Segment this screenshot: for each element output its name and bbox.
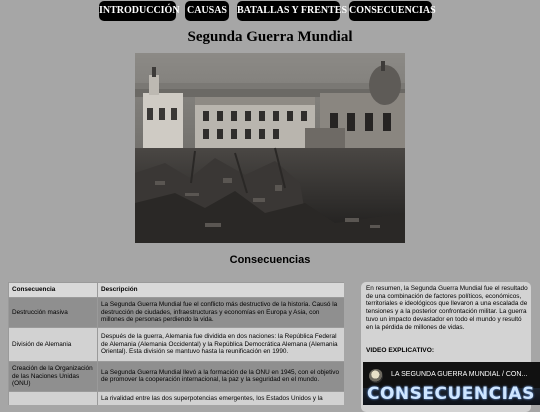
ruins-image: [135, 53, 405, 243]
table-header-row: [9, 283, 345, 298]
consequence-name: [9, 391, 98, 405]
consequence-description: La rivalidad entre las dos superpotencias emergentes, los Estados Unidos y la: [98, 391, 345, 405]
consequences-table: [8, 282, 344, 405]
nav-consecuencias[interactable]: CONSECUENCIAS: [349, 1, 432, 21]
consequence-name: División de Alemania: [9, 328, 98, 362]
war-ruins-photo: [135, 53, 405, 243]
table-row: [9, 362, 345, 392]
consequence-description: La Segunda Guerra Mundial fue el conflicto más destructivo de la historia. Causó la destrucción de ciudades, infraestructuras y economías en Europa y Asia, con millones de personas perdiendo la vida.: [98, 298, 345, 328]
table-header: Consecuencia: [9, 283, 98, 298]
top-nav: [0, 1, 540, 21]
page-title: Segunda Guerra Mundial: [187, 29, 353, 45]
channel-avatar-icon: [369, 369, 383, 383]
nav-batallas-y-frentes[interactable]: BATALLAS Y FRENTES: [237, 1, 340, 21]
consequence-description: Después de la guerra, Alemania fue dividida en dos naciones: la República Federal de Alemania (Alemania Occidental) y la República Democrática Alemana (Alemania Oriental). Esta división se mantuvo hasta la reunificación en 1990.: [98, 328, 345, 362]
video-thumbnail-text: CONSECUENCIAS: [367, 384, 535, 404]
section-subtitle: Consecuencias: [229, 254, 311, 266]
video-label: VIDEO EXPLICATIVO:: [366, 347, 435, 354]
consequence-name: Destrucción masiva: [9, 298, 98, 328]
table-row: [9, 298, 345, 328]
table-row: [9, 328, 345, 362]
nav-causas[interactable]: CAUSAS: [185, 1, 229, 21]
table-row: [9, 391, 345, 405]
video-title[interactable]: LA SEGUNDA GUERRA MUNDIAL / CON...: [391, 371, 528, 378]
consequence-name: Creación de la Organización de las Naciones Unidas (ONU): [9, 362, 98, 392]
summary-text: En resumen, la Segunda Guerra Mundial fue el resultado de una combinación de factores políticos, económicos, territoriales e ideológicos que llevaron a una escalada de tensiones y a la posterior confrontación militar. La guerra tuvo un impacto devastador en todo el mundo y resultó en la pérdida de millones de vidas.: [366, 285, 528, 331]
consequence-description: La Segunda Guerra Mundial llevó a la formación de la ONU en 1945, con el objetivo de promover la cooperación internacional, la paz y la seguridad en el mundo.: [98, 362, 345, 392]
table-header: Descripción: [98, 283, 345, 298]
video-embed[interactable]: [363, 362, 540, 405]
nav-introduccion[interactable]: INTRODUCCIÓN: [99, 1, 176, 21]
